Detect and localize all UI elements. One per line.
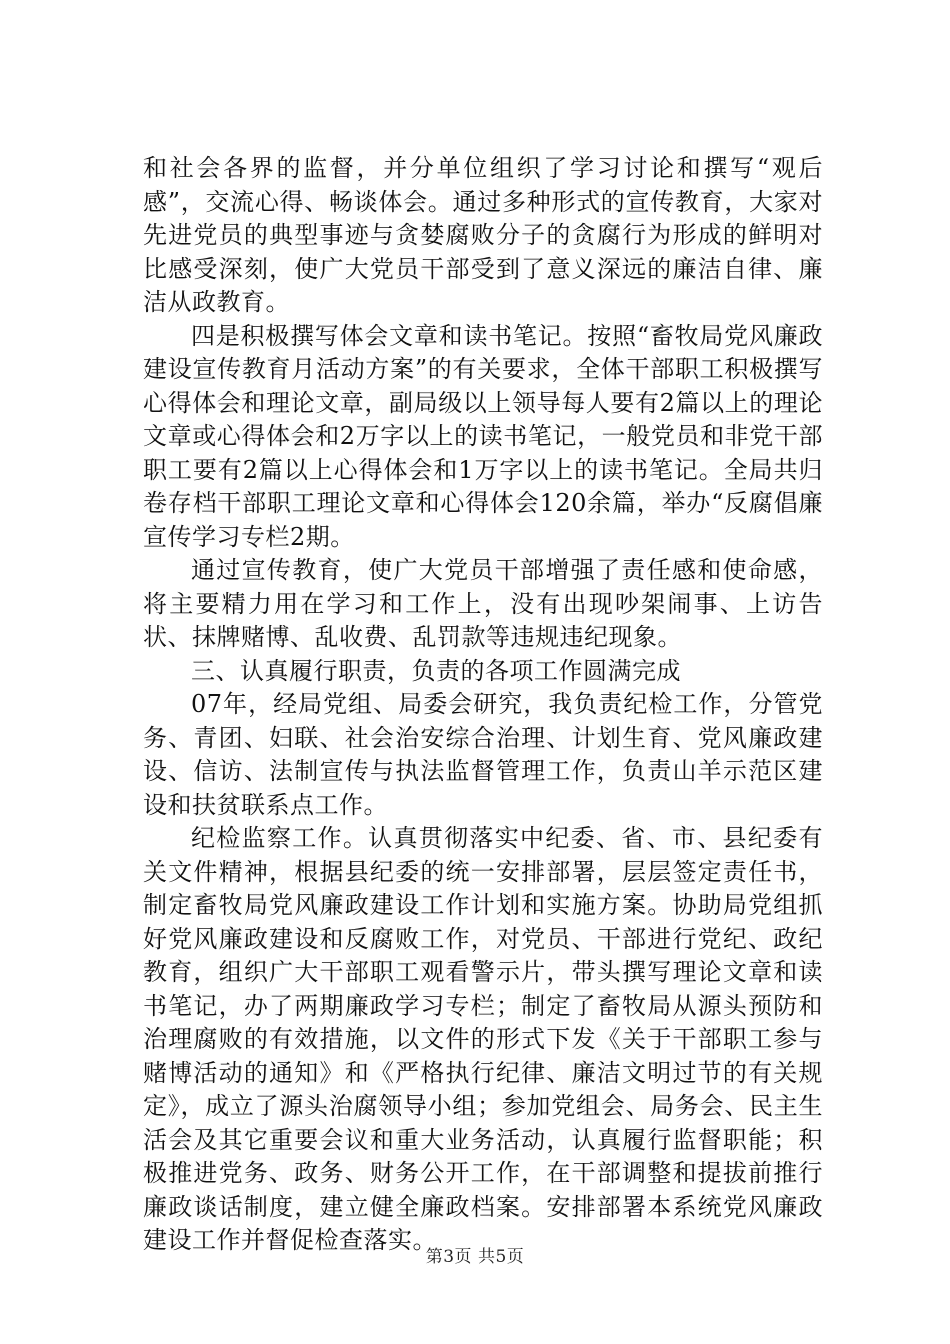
paragraph-writing-articles: 四是积极撰写体会文章和读书笔记。按照“畜牧局党风廉政建设宣传教育月活动方案”的有关要求，全体干部职工积极撰写心得体会和理论文章，副局级以上领导每人要有2篇以上的理论文章或心得体会和2万字以上的读书笔记，一般党员和非党干部职工要有2篇以上心得体会和1万字以上的读书笔记。全局共归卷存档干部职工理论文章和心得体会120余篇，举办“反腐倡廉宣传学习专栏2期。 bbox=[143, 321, 823, 551]
paragraph-discipline-inspection: 纪检监察工作。认真贯彻落实中纪委、省、市、县纪委有关文件精神，根据县纪委的统一安排部署，层层签定责任书，制定畜牧局党风廉政建设工作计划和实施方案。协助局党组抓好党风廉政建设和反腐败工作，对党员、干部进行党纪、政纪教育，组织广大干部职工观看警示片，带头撰写理论文章和读书笔记，办了两期廉政学习专栏；制定了畜牧局从源头预防和治理腐败的有效措施，以文件的形式下发《关于干部职工参与赌博活动的通知》和《严格执行纪律、廉洁文明过节的有关规定》，成立了源头治腐领导小组；参加党组会、局务会、民主生活会及其它重要会议和重大业务活动，认真履行监督职能；积极推进党务、政务、财务公开工作，在干部调整和提拔前推行廉政谈话制度，建立健全廉政档案。安排部署本系统党风廉政建设工作并督促检查落实。 bbox=[143, 824, 823, 1254]
section-heading-duties: 三、认真履行职责，负责的各项工作圆满完成 bbox=[191, 656, 681, 685]
document-body bbox=[143, 152, 823, 1258]
paragraph-supervision-continuation: 和社会各界的监督，并分单位组织了学习讨论和撰写“观后感”，交流心得、畅谈体会。通过多种形式的宣传教育，大家对先进党员的典型事迹与贪婪腐败分子的贪腐行为形成的鲜明对比感受深刻，使广大党员干部受到了意义深远的廉洁自律、廉洁从政教育。 bbox=[143, 154, 823, 316]
page-footer: 第3页 共5页 bbox=[425, 1247, 525, 1267]
paragraph-education-results: 通过宣传教育，使广大党员干部增强了责任感和使命感，将主要精力用在学习和工作上，没有出现吵架闹事、上访告状、抹牌赌博、乱收费、乱罚款等违规违纪现象。 bbox=[143, 556, 823, 651]
paragraph-responsibilities: 07年，经局党组、局委会研究，我负责纪检工作，分管党务、青团、妇联、社会治安综合治理、计划生育、党风廉政建设、信访、法制宣传与执法监督管理工作，负责山羊示范区建设和扶贫联系点工作。 bbox=[143, 690, 823, 819]
